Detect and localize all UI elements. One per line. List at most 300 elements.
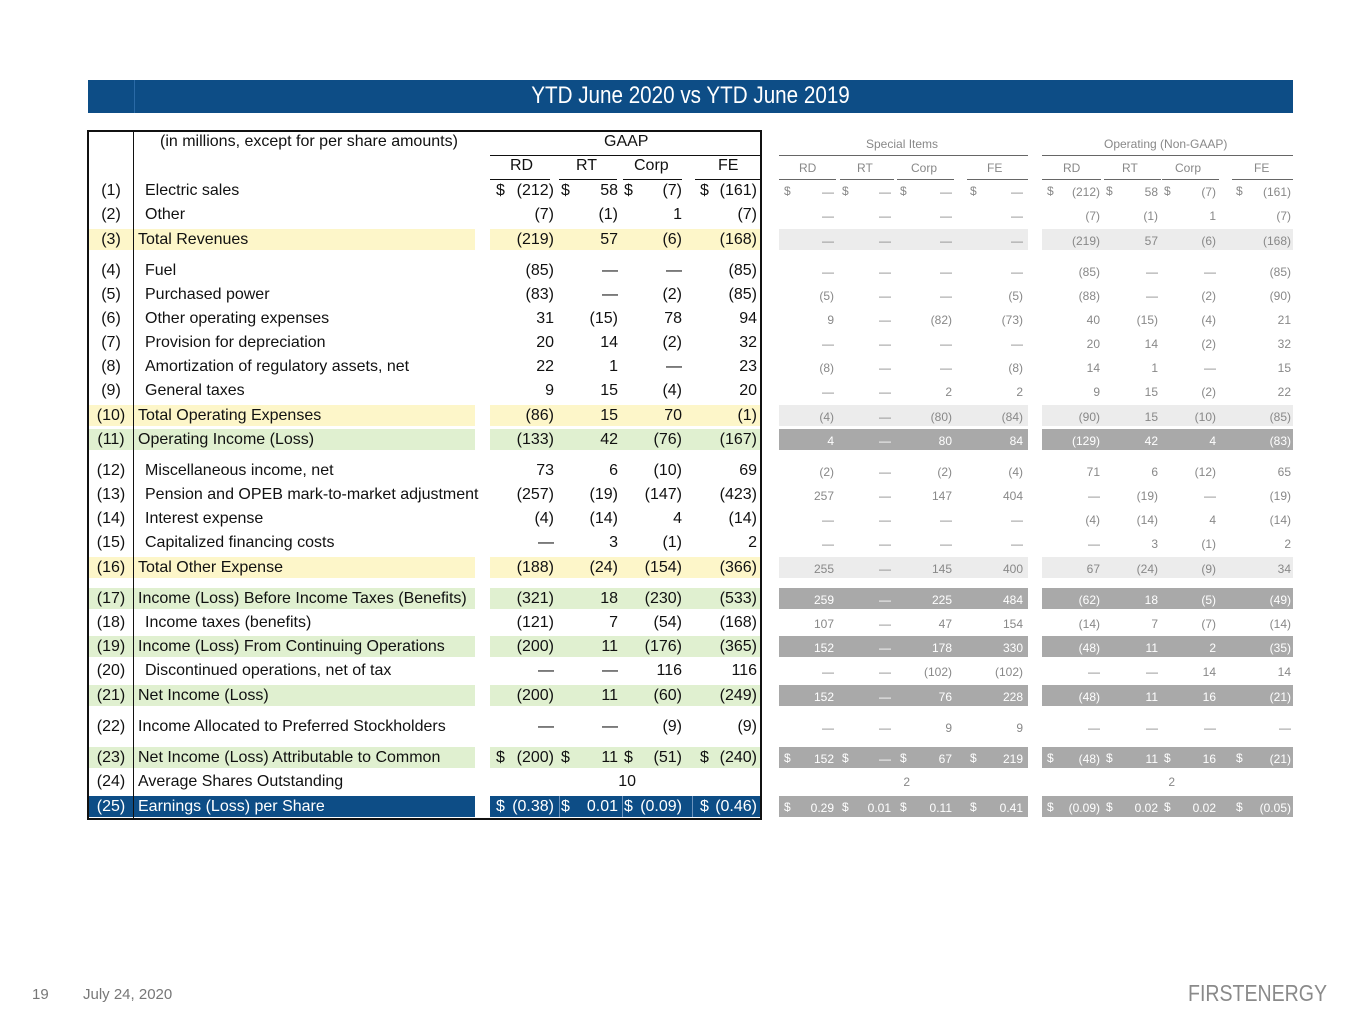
row-number: (4) — [101, 262, 121, 279]
special-value: (8) — [1008, 361, 1023, 375]
operating-value: 58 — [1144, 185, 1158, 199]
special-value: (4) — [1008, 465, 1023, 479]
special-value: 219 — [1002, 752, 1023, 766]
gaap-value: 15 — [600, 382, 618, 399]
operating-value: 15 — [1144, 410, 1158, 424]
operating-value: (90) — [1078, 410, 1100, 424]
row-number: (5) — [101, 286, 121, 303]
special-value: 47 — [938, 617, 952, 631]
operating-value: 67 — [1086, 562, 1100, 576]
gaap-value: 15 — [600, 407, 618, 424]
gaap-value: — — [538, 662, 554, 679]
operating-value: (219) — [1071, 234, 1100, 248]
currency-sign: $ — [1164, 184, 1171, 198]
special-value: — — [879, 593, 891, 607]
operating-value: 65 — [1277, 465, 1291, 479]
operating-value: (168) — [1262, 234, 1291, 248]
special-value: — — [822, 665, 834, 679]
currency-sign: $ — [842, 184, 849, 198]
operating-value: (4) — [1201, 313, 1216, 327]
operating-value: (7) — [1276, 209, 1291, 223]
row-number: (16) — [96, 559, 126, 576]
operating-value: (212) — [1071, 185, 1100, 199]
special-value: 257 — [813, 489, 834, 503]
row-number: (6) — [101, 310, 121, 327]
special-value: — — [1011, 209, 1023, 223]
currency-sign: $ — [1047, 800, 1054, 814]
special-value: (82) — [930, 313, 952, 327]
operating-value: (48) — [1078, 641, 1100, 655]
currency-sign: $ — [496, 182, 505, 199]
special-col-corp: Corp — [911, 161, 938, 175]
operating-value: (2) — [1201, 385, 1216, 399]
special-value: (102) — [923, 665, 952, 679]
currency-sign: $ — [624, 182, 633, 199]
row-number: (1) — [101, 182, 121, 199]
operating-value: (83) — [1269, 434, 1291, 448]
special-value: (2) — [819, 465, 834, 479]
currency-sign: $ — [1164, 751, 1171, 765]
currency-sign: $ — [900, 184, 907, 198]
gaap-value: (249) — [719, 687, 757, 704]
special-value: 228 — [1002, 690, 1023, 704]
gaap-value: (0.38) — [512, 798, 554, 815]
gaap-value: — — [602, 286, 618, 303]
currency-sign: $ — [900, 751, 907, 765]
operating-value: 15 — [1144, 385, 1158, 399]
operating-value: — — [1204, 361, 1216, 375]
special-value: — — [940, 209, 952, 223]
banner-stub — [88, 80, 135, 113]
operating-value: (48) — [1078, 690, 1100, 704]
gaap-value: — — [538, 534, 554, 551]
row-number: (10) — [96, 407, 126, 424]
gaap-value: 1 — [609, 358, 618, 375]
currency-sign: $ — [784, 751, 791, 765]
special-value: — — [879, 690, 891, 704]
operating-value: — — [1204, 265, 1216, 279]
gaap-value: 116 — [731, 662, 757, 679]
row-label: Operating Income (Loss) — [138, 431, 315, 448]
operating-value: (5) — [1201, 593, 1216, 607]
gaap-value: 32 — [739, 334, 757, 351]
gaap-value: — — [602, 718, 618, 735]
currency-sign: $ — [624, 749, 633, 766]
row-label: Interest expense — [145, 510, 264, 527]
special-col-rd: RD — [799, 161, 817, 175]
special-value: — — [879, 489, 891, 503]
operating-value: (48) — [1078, 752, 1100, 766]
gaap-value: 94 — [739, 310, 757, 327]
row-number: (3) — [101, 231, 121, 248]
operating-value: — — [1146, 665, 1158, 679]
operating-col-rd: RD — [1063, 161, 1081, 175]
special-value: (5) — [819, 289, 834, 303]
operating-value: 32 — [1277, 337, 1291, 351]
operating-value: (19) — [1269, 489, 1291, 503]
currency-sign: $ — [1047, 184, 1054, 198]
row-number: (22) — [96, 718, 126, 735]
special-value: — — [1011, 185, 1023, 199]
gaap-value: (7) — [662, 182, 682, 199]
operating-value: 4 — [1209, 513, 1216, 527]
operating-value: 2 — [1284, 537, 1291, 551]
gaap-value: (0.09) — [640, 798, 682, 815]
special-value: 255 — [813, 562, 834, 576]
operating-value: (19) — [1136, 489, 1158, 503]
row-number: (15) — [96, 534, 126, 551]
operating-value: 14 — [1144, 337, 1158, 351]
operating-value: 21 — [1277, 313, 1291, 327]
gaap-value: 23 — [739, 358, 757, 375]
gaap-value: (2) — [662, 334, 682, 351]
gaap-value: (51) — [653, 749, 682, 766]
footer-date: July 24, 2020 — [83, 986, 173, 1003]
row-label: Capitalized financing costs — [145, 534, 335, 551]
special-value: 404 — [1002, 489, 1023, 503]
special-value: (5) — [1008, 289, 1023, 303]
operating-value: (85) — [1269, 410, 1291, 424]
special-value: — — [879, 234, 891, 248]
special-value: — — [822, 537, 834, 551]
special-value: 400 — [1002, 562, 1023, 576]
operating-value: (88) — [1078, 289, 1100, 303]
gaap-value: 1 — [673, 206, 682, 223]
units-note: (in millions, except for per share amounts) — [160, 133, 458, 150]
operating-col-rt: RT — [1122, 161, 1138, 175]
operating-value: 0.02 — [1134, 801, 1158, 815]
gaap-value: (240) — [719, 749, 757, 766]
operating-value: (6) — [1201, 234, 1216, 248]
operating-value: — — [1088, 489, 1100, 503]
special-value: 9 — [827, 313, 834, 327]
row-label: Other operating expenses — [145, 310, 330, 327]
gaap-value: 18 — [600, 590, 618, 607]
gaap-value: (133) — [516, 431, 554, 448]
special-col-rt: RT — [857, 161, 873, 175]
special-value: — — [822, 337, 834, 351]
operating-value: — — [1088, 721, 1100, 735]
row-number: (2) — [101, 206, 121, 223]
operating-value: — — [1146, 289, 1158, 303]
gaap-value: (168) — [719, 614, 757, 631]
special-value: — — [879, 410, 891, 424]
operating-value: 34 — [1277, 562, 1291, 576]
row-number: (12) — [96, 462, 126, 479]
gaap-value: 6 — [609, 462, 618, 479]
gaap-value: (154) — [644, 559, 682, 576]
special-value: — — [940, 361, 952, 375]
gaap-value: (83) — [525, 286, 554, 303]
special-value: — — [1011, 234, 1023, 248]
operating-value: 4 — [1209, 434, 1216, 448]
gaap-value: (85) — [728, 286, 757, 303]
special-value: — — [879, 665, 891, 679]
gaap-value: 58 — [600, 182, 618, 199]
gaap-value: (188) — [516, 559, 554, 576]
row-number: (7) — [101, 334, 121, 351]
currency-sign: $ — [1164, 800, 1171, 814]
special-value: — — [1011, 337, 1023, 351]
operating-value: (21) — [1269, 690, 1291, 704]
row-label: Net Income (Loss) — [138, 687, 269, 704]
gaap-col-corp: Corp — [634, 157, 669, 174]
operating-value: 9 — [1093, 385, 1100, 399]
currency-sign: $ — [1236, 184, 1243, 198]
gaap-value: (230) — [644, 590, 682, 607]
special-value: 80 — [938, 434, 952, 448]
operating-header: Operating (Non-GAAP) — [1104, 137, 1228, 151]
gaap-value: (200) — [516, 638, 554, 655]
gaap-value: (212) — [516, 182, 554, 199]
special-value: — — [822, 209, 834, 223]
special-items-header: Special Items — [866, 137, 939, 151]
gaap-value: (366) — [719, 559, 757, 576]
currency-sign: $ — [970, 800, 977, 814]
special-col-fe: FE — [987, 161, 1003, 175]
gaap-value: 42 — [600, 431, 618, 448]
operating-value: (24) — [1136, 562, 1158, 576]
special-value: 0.29 — [810, 801, 834, 815]
operating-value: — — [1146, 265, 1158, 279]
currency-sign: $ — [784, 800, 791, 814]
operating-value: 1 — [1151, 361, 1158, 375]
row-label: Amortization of regulatory assets, net — [145, 358, 410, 375]
currency-sign: $ — [1236, 751, 1243, 765]
special-value: — — [879, 513, 891, 527]
special-value: 147 — [931, 489, 952, 503]
operating-value: 14 — [1202, 665, 1216, 679]
special-value: — — [940, 185, 952, 199]
gaap-value: (423) — [719, 486, 757, 503]
operating-value: (12) — [1194, 465, 1216, 479]
special-value: 484 — [1002, 593, 1023, 607]
operating-value: 0.02 — [1192, 801, 1216, 815]
special-value: 154 — [1002, 617, 1023, 631]
operating-value: (7) — [1201, 185, 1216, 199]
operating-value: 22 — [1277, 385, 1291, 399]
operating-value: (0.09) — [1068, 801, 1100, 815]
gaap-value: (54) — [653, 614, 682, 631]
currency-sign: $ — [496, 798, 505, 815]
operating-value: 20 — [1086, 337, 1100, 351]
operating-value: (14) — [1136, 513, 1158, 527]
gaap-value: (85) — [525, 262, 554, 279]
special-value: — — [822, 721, 834, 735]
row-label: Other — [145, 206, 186, 223]
gaap-value: 69 — [739, 462, 757, 479]
gaap-value: (24) — [589, 559, 618, 576]
operating-value: 11 — [1145, 641, 1158, 655]
special-value: — — [879, 265, 891, 279]
row-number: (8) — [101, 358, 121, 375]
gaap-value: (9) — [737, 718, 757, 735]
special-value: — — [940, 337, 952, 351]
currency-sign: $ — [970, 751, 977, 765]
operating-value: (90) — [1269, 289, 1291, 303]
operating-value: 16 — [1202, 690, 1216, 704]
operating-value: (2) — [1201, 289, 1216, 303]
currency-sign: $ — [842, 800, 849, 814]
gaap-col-fe: FE — [718, 157, 739, 174]
special-value: 9 — [1016, 721, 1023, 735]
gaap-value: — — [666, 358, 682, 375]
row-label: Pension and OPEB mark-to-market adjustment — [145, 486, 479, 503]
row-label: Total Other Expense — [138, 559, 283, 576]
row-number-divider — [133, 130, 134, 820]
operating-value: (4) — [1085, 513, 1100, 527]
gaap-value: (0.46) — [715, 798, 757, 815]
special-value: — — [1011, 537, 1023, 551]
gaap-value: (219) — [516, 231, 554, 248]
currency-sign: $ — [1047, 751, 1054, 765]
gaap-value: 73 — [536, 462, 554, 479]
operating-value: 11 — [1145, 752, 1158, 766]
special-value: — — [879, 721, 891, 735]
row-label: Income Allocated to Preferred Stockholders — [138, 718, 446, 735]
special-value: 84 — [1009, 434, 1023, 448]
gaap-value: 78 — [664, 310, 682, 327]
row-label: Purchased power — [145, 286, 270, 303]
gaap-value: (168) — [719, 231, 757, 248]
special-value: 152 — [813, 752, 834, 766]
currency-sign: $ — [624, 798, 633, 815]
special-value: 9 — [945, 721, 952, 735]
gaap-value: (10) — [653, 462, 682, 479]
operating-value: (85) — [1078, 265, 1100, 279]
currency-sign: $ — [561, 749, 570, 766]
row-number: (18) — [96, 614, 126, 631]
gaap-value: (200) — [516, 687, 554, 704]
gaap-value: — — [538, 718, 554, 735]
special-value: (2) — [937, 465, 952, 479]
page-number: 19 — [32, 986, 49, 1003]
operating-value: 14 — [1277, 665, 1291, 679]
gaap-value: (1) — [737, 407, 757, 424]
eps-separator — [692, 796, 693, 817]
operating-value: — — [1088, 537, 1100, 551]
gaap-value: 0.01 — [586, 798, 618, 815]
operating-value: 16 — [1202, 752, 1216, 766]
operating-shares: 2 — [1168, 775, 1175, 789]
row-number: (21) — [96, 687, 126, 704]
operating-value: 11 — [1145, 690, 1158, 704]
currency-sign: $ — [784, 184, 791, 198]
row-label: Miscellaneous income, net — [145, 462, 334, 479]
row-label: Fuel — [145, 262, 177, 279]
special-value: 0.11 — [929, 801, 952, 815]
row-number: (24) — [96, 773, 126, 790]
currency-sign: $ — [700, 749, 709, 766]
operating-value: 2 — [1209, 641, 1216, 655]
gaap-underline — [490, 155, 760, 156]
operating-value: (21) — [1269, 752, 1291, 766]
special-value: — — [879, 313, 891, 327]
currency-sign: $ — [700, 798, 709, 815]
gaap-value: (1) — [662, 534, 682, 551]
operating-value: 14 — [1086, 361, 1100, 375]
currency-sign: $ — [561, 182, 570, 199]
currency-sign: $ — [900, 800, 907, 814]
operating-value: (10) — [1194, 410, 1216, 424]
row-number: (14) — [96, 510, 126, 527]
special-value: — — [822, 234, 834, 248]
row-number: (23) — [96, 749, 126, 766]
special-value: (8) — [819, 361, 834, 375]
row-number: (20) — [96, 662, 126, 679]
row-label: Discontinued operations, net of tax — [145, 662, 392, 679]
special-value: 2 — [945, 385, 952, 399]
currency-sign: $ — [700, 182, 709, 199]
operating-col-corp: Corp — [1175, 161, 1202, 175]
special-value: — — [940, 513, 952, 527]
operating-value: 15 — [1277, 361, 1291, 375]
special-value: (80) — [930, 410, 952, 424]
operating-value: 1 — [1209, 209, 1216, 223]
gaap-value: (76) — [653, 431, 682, 448]
operating-value: — — [1204, 489, 1216, 503]
gaap-value: (4) — [662, 382, 682, 399]
currency-sign: $ — [561, 798, 570, 815]
row-label: Total Revenues — [138, 231, 249, 248]
special-value: 225 — [931, 593, 952, 607]
operating-value: 40 — [1086, 313, 1100, 327]
operating-value: (7) — [1085, 209, 1100, 223]
operating-value: 18 — [1144, 593, 1158, 607]
gaap-value: 20 — [536, 334, 554, 351]
special-value: — — [822, 265, 834, 279]
gaap-value: (85) — [728, 262, 757, 279]
special-value: — — [879, 361, 891, 375]
special-value: — — [1011, 265, 1023, 279]
special-value: 152 — [813, 690, 834, 704]
currency-sign: $ — [496, 749, 505, 766]
eps-separator — [559, 796, 560, 817]
gaap-value: 14 — [600, 334, 618, 351]
special-value: — — [879, 385, 891, 399]
operating-value: (1) — [1143, 209, 1158, 223]
special-value: 152 — [813, 641, 834, 655]
special-value: 259 — [813, 593, 834, 607]
gaap-value: 9 — [545, 382, 554, 399]
gaap-value: 116 — [656, 662, 682, 679]
special-value: 2 — [1016, 385, 1023, 399]
special-value: — — [940, 289, 952, 303]
operating-value: (1) — [1201, 537, 1216, 551]
operating-value: (0.05) — [1259, 801, 1291, 815]
gaap-value: 4 — [673, 510, 682, 527]
special-value: — — [940, 265, 952, 279]
operating-value: (85) — [1269, 265, 1291, 279]
row-label: Income taxes (benefits) — [145, 614, 312, 631]
currency-sign: $ — [970, 184, 977, 198]
special-value: 0.01 — [867, 801, 891, 815]
gaap-value: (365) — [719, 638, 757, 655]
row-label: General taxes — [145, 382, 245, 399]
operating-value: 3 — [1151, 537, 1158, 551]
gaap-value: (6) — [662, 231, 682, 248]
eps-separator — [622, 796, 623, 817]
gaap-value: 31 — [536, 310, 554, 327]
special-value: 145 — [931, 562, 952, 576]
gaap-shares: 10 — [618, 773, 636, 790]
gaap-value: (257) — [516, 486, 554, 503]
special-value: — — [879, 537, 891, 551]
gaap-value: (19) — [589, 486, 618, 503]
gaap-value: 11 — [601, 749, 618, 766]
gaap-value: (200) — [516, 749, 554, 766]
operating-value: (7) — [1201, 617, 1216, 631]
